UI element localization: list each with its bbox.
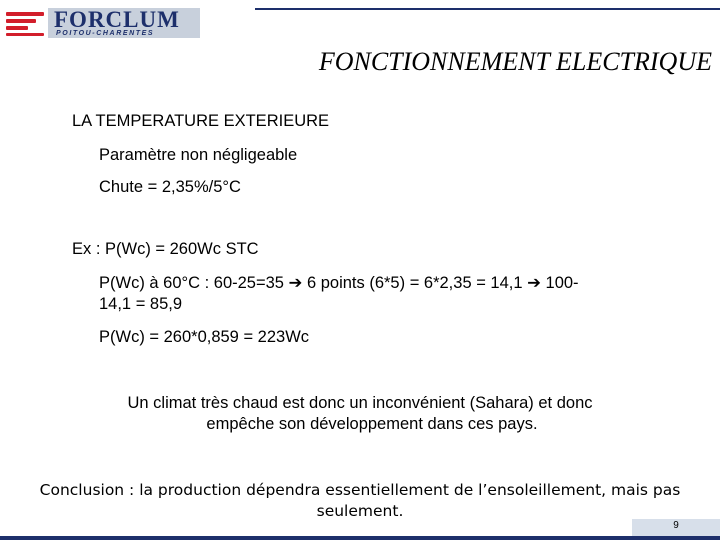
- logo-subtitle: POITOU-CHARENTES: [56, 30, 155, 37]
- logo-stripes-icon: [6, 12, 46, 36]
- conclusion-line: Conclusion : la production dépendra essentiellement de l’ensoleillement, mais pas: [39, 481, 681, 499]
- section-heading: LA TEMPERATURE EXTERIEURE: [72, 112, 330, 130]
- conclusion: [30, 480, 690, 522]
- example-line: 14,1 = 85,9: [99, 295, 183, 313]
- bullet-text: Paramètre non négligeable: [99, 146, 298, 164]
- forclum-logo: [6, 8, 200, 38]
- footer-rule: [0, 536, 720, 540]
- bullet-text: Chute = 2,35%/5°C: [99, 178, 241, 196]
- example-line: P(Wc) à 60°C : 60-25=35 ➔ 6 points (6*5) = 6*2,35 = 14,1 ➔ 100-: [99, 274, 579, 292]
- conclusion-line: seulement.: [316, 502, 404, 520]
- page-number: 9: [673, 520, 679, 531]
- slide-title: FONCTIONNEMENT ELECTRIQUE: [318, 47, 712, 76]
- note-line: empêche son développement dans ces pays.: [206, 415, 538, 433]
- logo-name: FORCLUM: [54, 7, 180, 32]
- header-rule: [255, 8, 720, 10]
- note-line: Un climat très chaud est donc un inconvénient (Sahara) et donc: [127, 394, 593, 412]
- example-heading: Ex : P(Wc) = 260Wc STC: [72, 240, 259, 258]
- example-line: P(Wc) = 260*0,859 = 223Wc: [99, 328, 310, 346]
